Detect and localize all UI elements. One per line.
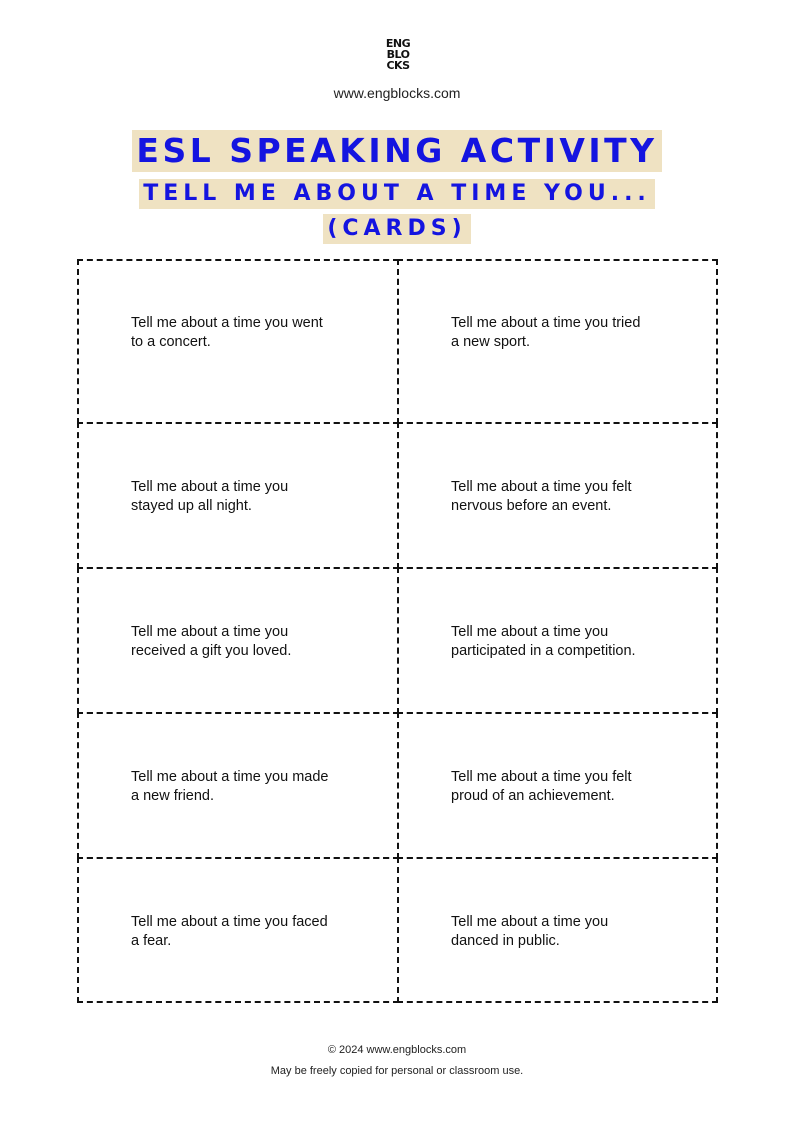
card xyxy=(397,712,718,859)
title-main-wrap xyxy=(0,130,794,172)
card-text: Tell me about a time you stayed up all night. xyxy=(131,479,289,514)
card-text: Tell me about a time you went to a concert. xyxy=(131,315,323,350)
footer-license: May be freely copied for personal or classroom use. xyxy=(270,1065,524,1077)
card xyxy=(77,857,399,1003)
card xyxy=(397,259,718,424)
card-text: Tell me about a time you faced a fear. xyxy=(131,914,328,949)
logo-line-2: BLO xyxy=(386,48,410,61)
card-text: Tell me about a time you participated in a competition. xyxy=(451,624,636,659)
card-text: Tell me about a time you danced in public. xyxy=(451,914,609,949)
footer-copyright: © 2024 www.engblocks.com xyxy=(327,1044,467,1056)
title-line2-wrap xyxy=(0,179,794,209)
card-grid xyxy=(77,259,718,1003)
title-line2: TELL ME ABOUT A TIME YOU... xyxy=(139,179,655,209)
logo-line-1: ENG xyxy=(385,37,411,50)
card-text: Tell me about a time you felt proud of an achievement. xyxy=(451,769,632,804)
title-line3-wrap xyxy=(0,214,794,244)
card-text: Tell me about a time you tried a new sport. xyxy=(451,315,641,350)
card-text: Tell me about a time you received a gift you loved. xyxy=(131,624,292,659)
card xyxy=(397,422,718,569)
card-text: Tell me about a time you made a new friend. xyxy=(131,769,329,804)
card xyxy=(77,567,399,714)
card xyxy=(397,567,718,714)
site-url: www.engblocks.com xyxy=(333,85,461,101)
card xyxy=(77,712,399,859)
title-line3: (CARDS) xyxy=(323,214,470,244)
logo-line-3: CKS xyxy=(386,59,410,72)
card xyxy=(77,422,399,569)
card xyxy=(397,857,718,1003)
card-text: Tell me about a time you felt nervous before an event. xyxy=(451,479,632,514)
title-main: ESL SPEAKING ACTIVITY xyxy=(132,130,661,172)
card xyxy=(77,259,399,424)
engblocks-logo xyxy=(381,38,415,71)
